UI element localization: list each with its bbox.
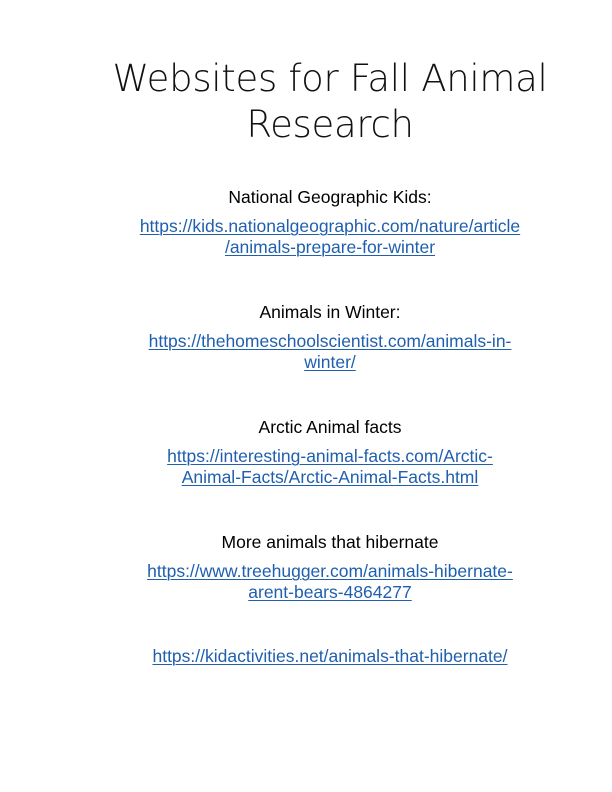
entry-more-hibernate	[40, 531, 612, 603]
link-line[interactable]: arent-bears-4864277	[248, 582, 412, 602]
page-title	[60, 56, 600, 148]
link-line[interactable]: /animals-prepare-for-winter	[224, 237, 436, 257]
link-line[interactable]: https://kidactivities.net/animals-that-hibernate/	[152, 646, 508, 666]
link-kidactivities[interactable]	[152, 646, 507, 667]
entry-label: Animals in Winter:	[259, 302, 401, 322]
entry-kidactivities	[40, 646, 612, 667]
entry-national-geographic	[40, 186, 612, 258]
link-homeschool-scientist[interactable]	[149, 331, 512, 373]
title-line-1: Websites for Fall Animal	[112, 57, 548, 100]
title-line-2: Research	[246, 103, 414, 146]
entry-animals-in-winter	[40, 301, 612, 373]
link-line[interactable]: Animal-Facts/Arctic-Animal-Facts.html	[181, 467, 479, 487]
link-line[interactable]: https://www.treehugger.com/animals-hibernate-	[147, 561, 513, 581]
link-national-geographic[interactable]	[140, 216, 520, 258]
link-line[interactable]: https://thehomeschoolscientist.com/animals-in-	[148, 331, 512, 351]
entry-arctic-animal-facts	[40, 416, 612, 488]
link-line[interactable]: https://kids.nationalgeographic.com/nature/article	[139, 216, 521, 236]
link-treehugger[interactable]	[147, 561, 513, 603]
entry-label: National Geographic Kids:	[228, 187, 432, 207]
link-line[interactable]: https://interesting-animal-facts.com/Arctic-	[167, 446, 493, 466]
link-interesting-animal-facts[interactable]	[167, 446, 493, 488]
link-line[interactable]: winter/	[304, 352, 356, 372]
entry-label: More animals that hibernate	[221, 532, 439, 552]
entry-label: Arctic Animal facts	[258, 417, 402, 437]
